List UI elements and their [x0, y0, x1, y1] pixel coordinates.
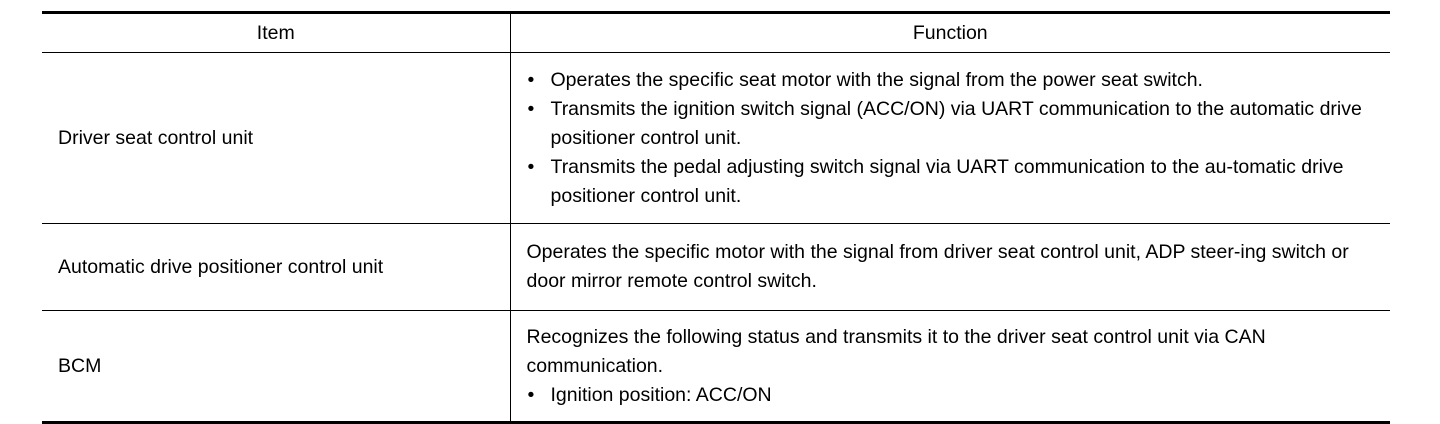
table-row-bcm: [42, 311, 1390, 423]
component-function-table: [42, 11, 1390, 424]
function-cell: [510, 311, 1390, 423]
function-bullet: • Ignition position: ACC/ON: [527, 381, 1367, 410]
table-row-driver-seat-control-unit: [42, 53, 1390, 224]
item-cell: Automatic drive positioner control unit: [42, 224, 510, 311]
header-function: Function: [510, 13, 1390, 53]
header-item: Item: [42, 13, 510, 53]
table-row-automatic-drive-positioner-control-unit: [42, 224, 1390, 311]
item-cell: BCM: [42, 311, 510, 423]
function-cell: [510, 224, 1390, 311]
function-bullet-list: [527, 66, 1367, 211]
function-cell: [510, 53, 1390, 224]
item-cell: Driver seat control unit: [42, 53, 510, 224]
function-text: Operates the specific motor with the signal from driver seat control unit, ADP steer-ing switch or door mirror remote control switch.: [526, 241, 1349, 292]
table-header-row: [42, 13, 1390, 53]
function-bullet: • Operates the specific seat motor with the signal from the power seat switch.: [527, 66, 1367, 95]
function-text: Recognizes the following status and transmits it to the driver seat control unit via CAN communication.: [526, 325, 1266, 377]
function-bullet: • Transmits the ignition switch signal (ACC/ON) via UART communication to the automatic drive positioner control unit.: [527, 95, 1367, 153]
function-bullet: • Transmits the pedal adjusting switch signal via UART communication to the au-tomatic drive positioner control unit.: [527, 153, 1367, 211]
function-bullet-list: [527, 381, 1367, 410]
